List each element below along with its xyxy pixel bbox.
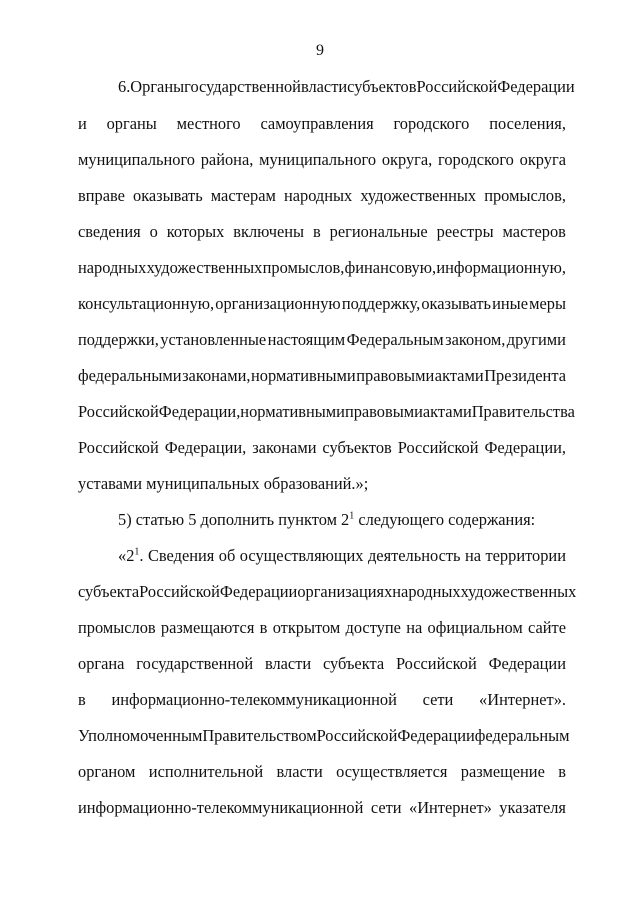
word: органом [78, 762, 136, 781]
word: Федерации [219, 582, 298, 601]
word: законом, [445, 330, 506, 349]
word: Сведения [147, 546, 215, 565]
word: федеральным [474, 726, 570, 745]
word: Органы [130, 77, 185, 96]
word: «Интернет». [479, 690, 566, 709]
text-line [78, 798, 566, 818]
word: информационно-телекоммуникационной [78, 798, 364, 817]
word: Российской [78, 402, 159, 421]
word: Федеральным [346, 330, 444, 349]
word: законами [252, 438, 317, 457]
word: иные [492, 294, 528, 313]
word: настоящим [267, 330, 346, 349]
word: вправе [78, 186, 125, 205]
word: Президента [484, 366, 566, 385]
word: субъектов [347, 77, 417, 96]
text-line [78, 330, 566, 350]
word: открытом [272, 618, 341, 637]
word: организационную [215, 294, 341, 313]
text-line [78, 114, 566, 134]
text-line [78, 366, 566, 386]
text-line [78, 150, 566, 170]
word: Российской [416, 77, 498, 96]
text-line [78, 654, 566, 674]
word: финансовую, [344, 258, 437, 277]
word: размещение [460, 762, 545, 781]
word: округа, [381, 150, 433, 169]
word: правовыми [356, 366, 435, 385]
word: органа [78, 654, 125, 673]
word: федеральными [78, 366, 182, 385]
word: официальном [427, 618, 523, 637]
word: Правительством [202, 726, 317, 745]
word: на [464, 546, 482, 565]
word: Российской [78, 438, 159, 457]
word: государственной [184, 77, 301, 96]
word: Федерации [397, 726, 475, 745]
word: народных [283, 186, 353, 205]
word: субъектов [322, 438, 392, 457]
word: власти [264, 654, 312, 673]
superscript: 1 [349, 510, 355, 522]
word: Российской [395, 654, 477, 673]
word: территории [485, 546, 566, 565]
word: района, [200, 150, 254, 169]
text-line [78, 258, 566, 278]
word: реестры [436, 222, 494, 241]
word: законами, [182, 366, 251, 385]
word: поддержку, [341, 294, 421, 313]
word: Федерации [497, 77, 575, 96]
word: и [78, 114, 87, 133]
word: народных [78, 258, 147, 277]
word: региональные [329, 222, 428, 241]
word: актами [434, 366, 484, 385]
word: промыслов, [484, 186, 566, 205]
text-line [78, 726, 570, 746]
text-line [78, 294, 566, 314]
text-line [78, 402, 575, 422]
word: сведения [78, 222, 141, 241]
word: Федерации, [164, 438, 247, 457]
word: власти [300, 77, 348, 96]
word: деятельность [367, 546, 461, 565]
word: сети [422, 690, 454, 709]
word: Федерации, [158, 402, 241, 421]
superscript: 1 [134, 546, 140, 558]
word: художественных [360, 186, 477, 205]
word: указателя [499, 798, 566, 817]
word: в [78, 690, 86, 709]
word: органы [106, 114, 157, 133]
word: 6. [118, 77, 131, 96]
word: промыслов, [262, 258, 345, 277]
text-fragment: «$2^1$. [118, 546, 144, 565]
word: осуществляется [336, 762, 448, 781]
word: народных [392, 582, 461, 601]
word: другими [506, 330, 566, 349]
word: мастеров [502, 222, 566, 241]
word: которых [166, 222, 225, 241]
word: установленные [160, 330, 267, 349]
word: Уполномоченным [78, 726, 203, 745]
word: округа [519, 150, 566, 169]
word: об [218, 546, 236, 565]
word: Российской [139, 582, 220, 601]
word: исполнительной [148, 762, 264, 781]
word: самоуправления [260, 114, 374, 133]
text-line [118, 546, 566, 566]
word: включены [233, 222, 305, 241]
word: осуществляющих [239, 546, 364, 565]
word: оказывать [133, 186, 203, 205]
word: в [312, 222, 321, 241]
word: сети [370, 798, 402, 817]
word: размещаются [160, 618, 255, 637]
word: сайте [528, 618, 566, 637]
word: нормативными [251, 366, 356, 385]
text-line [78, 186, 566, 206]
word: поддержки, [78, 330, 159, 349]
text-line [118, 77, 575, 97]
word: муниципального [259, 150, 377, 169]
word: муниципального [78, 150, 195, 169]
word: Российской [397, 438, 479, 457]
word: мастерам [210, 186, 276, 205]
word: о [149, 222, 158, 241]
word: актами [422, 402, 472, 421]
word: в [558, 762, 566, 781]
word: нормативными [240, 402, 345, 421]
word: правовыми [344, 402, 423, 421]
text-line [118, 510, 566, 530]
word: организациях [297, 582, 393, 601]
word: государственной [136, 654, 254, 673]
text-line [78, 690, 566, 710]
text-line [78, 222, 566, 242]
word: Федерации, [484, 438, 566, 457]
word: «Интернет» [409, 798, 492, 817]
word: субъекта [322, 654, 385, 673]
word: в [259, 618, 268, 637]
word: Российской [316, 726, 398, 745]
word: информационную, [436, 258, 566, 277]
word: субъекта [78, 582, 140, 601]
text-fragment: 5) статью 5 дополнить пунктом 2 [118, 510, 350, 529]
word: городского [438, 150, 514, 169]
word: меры [529, 294, 566, 313]
word: городского [393, 114, 470, 133]
text-line [78, 762, 566, 782]
text-line [78, 618, 566, 638]
text-line [78, 438, 566, 458]
word: доступе [345, 618, 401, 637]
word: власти [276, 762, 323, 781]
word: художественных [146, 258, 263, 277]
word: поселения, [489, 114, 566, 133]
word: промыслов [78, 618, 156, 637]
word: консультационную, [78, 294, 215, 313]
word: информационно-телекоммуникационной [111, 690, 397, 709]
page-number: 9 [316, 42, 324, 59]
text-line: уставами муниципальных образований.»; [78, 474, 369, 493]
word: местного [176, 114, 241, 133]
word: на [406, 618, 423, 637]
word: Федерации [488, 654, 566, 673]
word: художественных [460, 582, 577, 601]
text-fragment: следующего содержания: [354, 510, 536, 529]
word: Правительства [471, 402, 575, 421]
text-line [78, 582, 577, 602]
word: оказывать [421, 294, 491, 313]
